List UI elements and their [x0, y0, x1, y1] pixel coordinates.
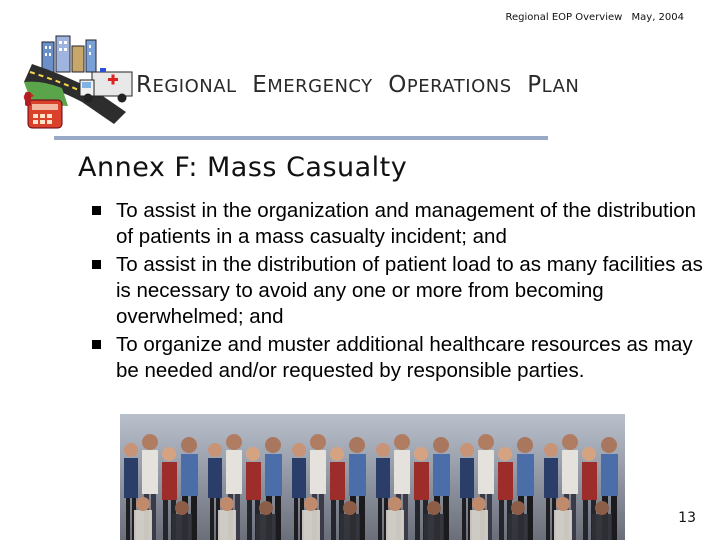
title-word-2: EMERGENCY — [252, 72, 373, 98]
square-bullet-icon — [92, 340, 101, 349]
bullet-list — [92, 198, 712, 386]
title-divider — [54, 136, 548, 140]
square-bullet-icon — [92, 260, 101, 269]
crowd-photo — [120, 414, 625, 540]
square-bullet-icon — [92, 206, 101, 215]
title-word-4: PLAN — [527, 72, 580, 98]
title-word-3: OPERATIONS — [388, 72, 512, 98]
bullet-item: To assist in the distribution of patient load to as many facilities as is necessary to avoid any one or more from becoming overwhelmed; and — [92, 252, 712, 330]
bullet-item: To assist in the organization and management of the distribution of patients in a mass casualty incident; and — [92, 198, 712, 250]
header-overview: Regional EOP Overview — [505, 12, 623, 23]
header-meta — [0, 12, 684, 23]
city-ambulance-clipart — [22, 34, 140, 134]
section-subtitle: Annex F: Mass Casualty — [78, 152, 408, 183]
bullet-item: To organize and muster additional healthcare resources as may be needed and/or requested by responsible parties. — [92, 332, 712, 384]
title-word-1: REGIONAL — [136, 72, 237, 98]
page-title — [136, 72, 589, 98]
page-number: 13 — [678, 510, 696, 526]
header-date: May, 2004 — [631, 12, 684, 23]
